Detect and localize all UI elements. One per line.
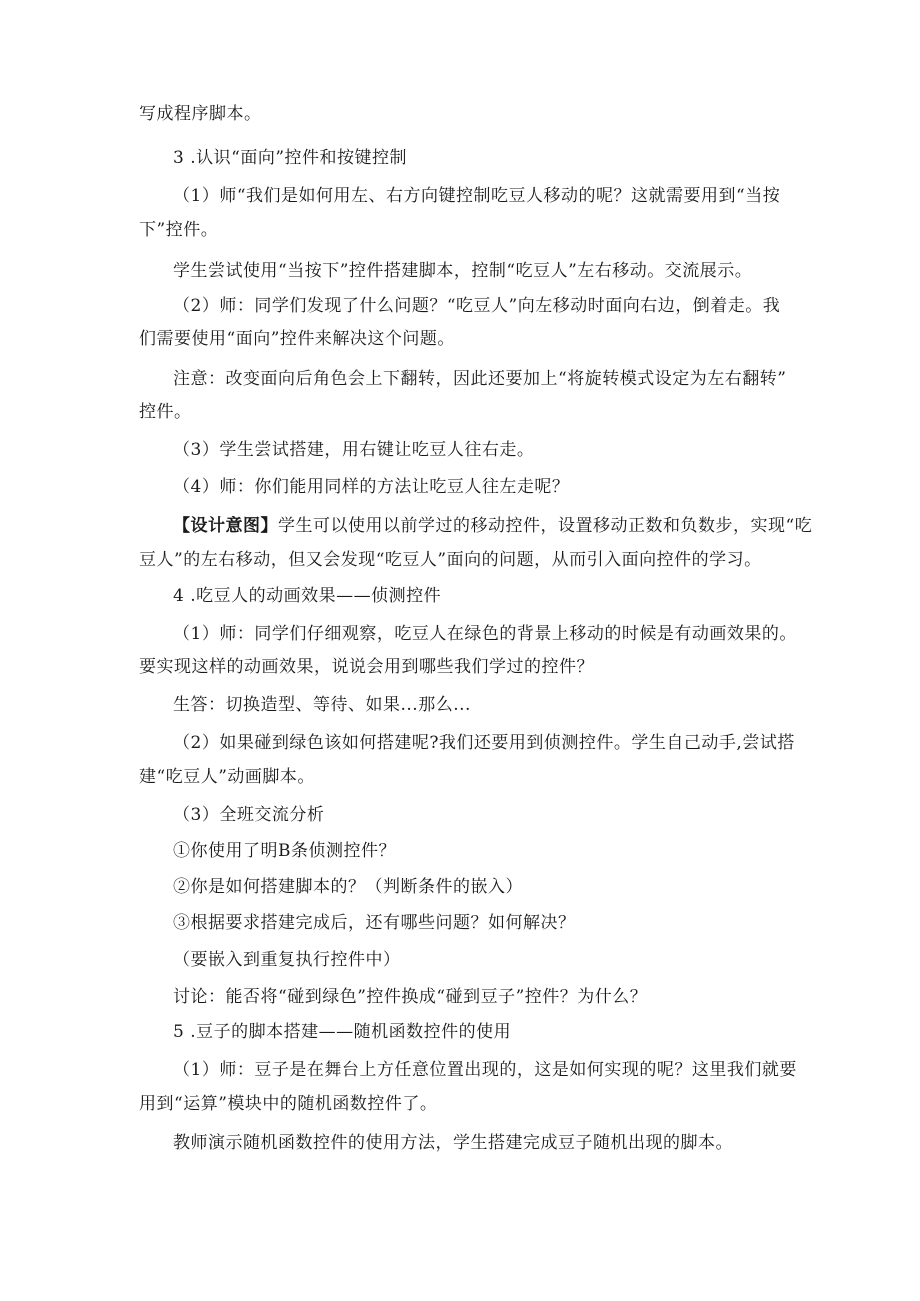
design-intent-label: 设计意图 [190, 516, 261, 536]
text-line: （要嵌入到重复执行控件中） [173, 950, 401, 970]
text-line: （1）师“我们是如何用左、右方向键控制吃豆人移动的呢？这就需要用到“当按 [173, 186, 781, 206]
list-item: ②你是如何搭建脚本的？（判断条件的嵌入） [173, 877, 523, 897]
text-line: 写成程序脚本。 [139, 104, 262, 124]
text-line: 讨论：能否将“碰到绿色”控件换成“碰到豆子”控件？为什么？ [173, 987, 648, 1007]
design-intent-close-bracket: 】 [260, 516, 278, 536]
text-line: 教师演示随机函数控件的使用方法，学生搭建完成豆子随机出现的脚本。 [173, 1133, 733, 1153]
text-line: （1）师：豆子是在舞台上方任意位置出现的，这是如何实现的呢？这里我们就要 [173, 1060, 797, 1080]
text-line: 豆人”的左右移动，但又会发现“吃豆人”面向的问题，从而引入面向控件的学习。 [139, 550, 762, 570]
text-line: （3）全班交流分析 [173, 805, 325, 825]
text-line: 要实现这样的动画效果，说说会用到哪些我们学过的控件？ [139, 657, 594, 677]
list-item: ①你使用了明B条侦测控件？ [173, 841, 396, 861]
text-line: 生答：切换造型、等待、如果...那么... [173, 695, 471, 715]
design-intent-line [173, 516, 812, 536]
section-heading: 3 .认识“面向”控件和按键控制 [173, 148, 408, 168]
text-line: 下”控件。 [139, 220, 219, 240]
text-line: （2）如果碰到绿色该如何搭建呢?我们还要用到侦测控件。学生自己动手,尝试搭 [173, 733, 795, 753]
design-intent-open-bracket: 【 [173, 516, 191, 536]
section-heading: 4 .吃豆人的动画效果——侦测控件 [173, 586, 442, 606]
text-line: 建“吃豆人”动画脚本。 [139, 767, 315, 787]
text-line: （2）师：同学们发现了什么问题？“吃豆人”向左移动时面向右边，倒着走。我 [173, 296, 781, 316]
text-line: （4）师：你们能用同样的方法让吃豆人往左走呢？ [173, 477, 570, 497]
list-item: ③根据要求搭建完成后，还有哪些问题？如何解决？ [173, 913, 576, 933]
section-heading: 5 .豆子的脚本搭建——随机函数控件的使用 [173, 1022, 512, 1042]
text-line: 用到“运算”模块中的随机函数控件了。 [139, 1094, 438, 1114]
text-line: 学生尝试使用“当按下”控件搭建脚本，控制“吃豆人”左右移动。交流展示。 [173, 261, 753, 281]
text-line: 控件。 [139, 402, 192, 422]
text-line: （3）学生尝试搭建，用右键让吃豆人往右走。 [173, 440, 535, 460]
design-intent-text: 学生可以使用以前学过的移动控件，设置移动正数和负数步，实现“吃 [278, 516, 813, 536]
text-line: 注意：改变面向后角色会上下翻转，因此还要加上“将旋转模式设定为左右翻转” [173, 369, 787, 389]
text-line: （1）师：同学们仔细观察，吃豆人在绿色的背景上移动的时候是有动画效果的。 [173, 624, 797, 644]
text-line: 们需要使用“面向”控件来解决这个问题。 [139, 329, 455, 349]
